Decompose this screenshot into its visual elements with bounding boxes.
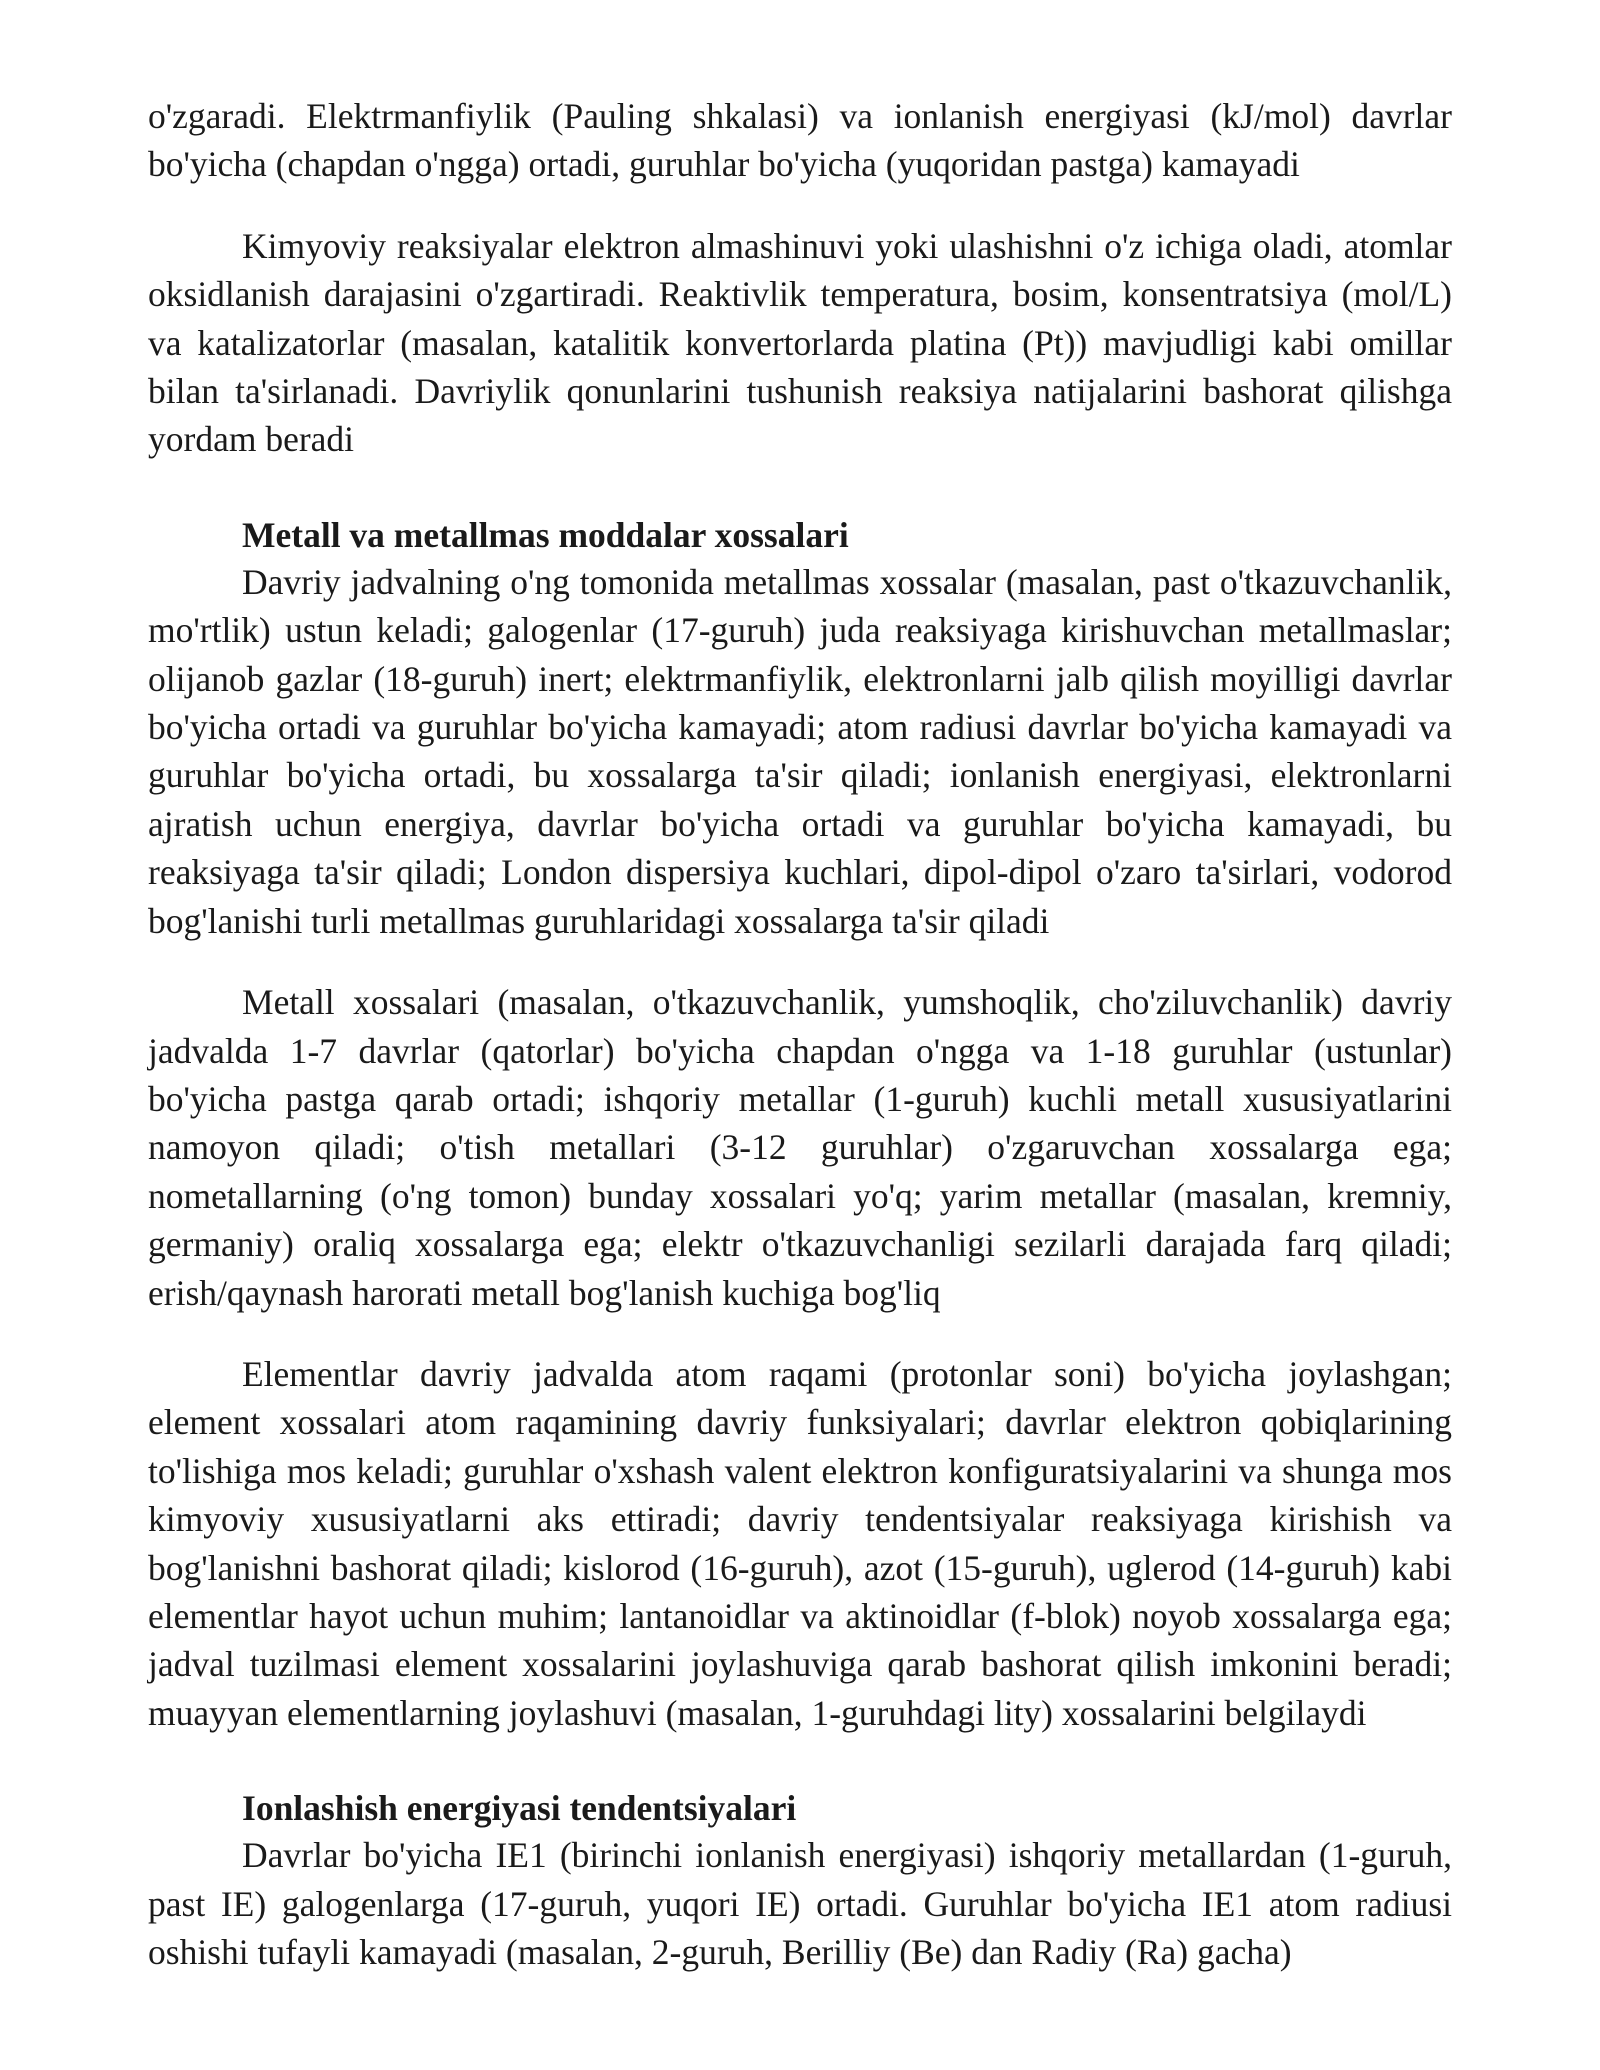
paragraph-ionization-energy: Davrlar bo'yicha IE1 (birinchi ionlanish energiyasi) ishqoriy metallardan (1-guruh, past IE) galogenlarga (17-guruh, yuqori IE) ortadi. Guruhlar bo'yicha IE1 atom radiusi oshishi tufayli kamayadi (masalan, 2-guruh, Berilliy (Be) dan Radiy (Ra) gacha): [148, 1835, 1452, 1972]
paragraph-metal-properties: Metall xossalari (masalan, o'tkazuvchanlik, yumshoqlik, cho'ziluvchanlik) davriy jadvalda 1-7 davrlar (qatorlar) bo'yicha chapdan o'ngga va 1-18 guruhlar (ustunlar) bo'yicha pastga qarab ortadi; ishqoriy metallar (1-guruh) kuchli metall xususiyatlarini namoyon qiladi; o'tish metallari (3-12 guruhlar) o'zgaruvchan xossalarga ega; nometallarning (o'ng tomon) bunday xossalari yo'q; yarim metallar (masalan, kremniy, germaniy) oraliq xossalarga ega; elektr o'tkazuvchanligi sezilarli darajada farq qiladi; erish/qaynash harorati metall bog'lanish kuchiga bog'liq: [148, 982, 1452, 1313]
section-heading-metals-nonmetals: Metall va metallmas moddalar xossalari: [242, 514, 849, 555]
paragraph-periodic-table-arrangement: Elementlar davriy jadvalda atom raqami (protonlar soni) bo'yicha joylashgan; element xossalari atom raqamining davriy funksiyalari; davrlar elektron qobiqlarining to'lishiga mos keladi; guruhlar o'xshash valent elektron konfiguratsiyalarini va shunga mos kimyoviy xususiyatlarni aks ettiradi; davriy tendentsiyalar reaksiyaga kirishish va bog'lanishni bashorat qiladi; kislorod (16-guruh), azot (15-guruh), uglerod (14-guruh) kabi elementlar hayot uchun muhim; lantanoidlar va aktinoidlar (f-blok) noyob xossalarga ega; jadval tuzilmasi element xossalarini joylashuviga qarab bashorat qilish imkonini beradi; muayyan elementlarning joylashuvi (masalan, 1-guruhdagi lity) xossalarini belgilaydi: [148, 1353, 1452, 1733]
document-page: [148, 92, 1452, 1976]
paragraph-nonmetal-properties: Davriy jadvalning o'ng tomonida metallmas xossalar (masalan, past o'tkazuvchanlik, mo'rtlik) ustun keladi; galogenlar (17-guruh) juda reaksiyaga kirishuvchan metallmaslar; olijanob gazlar (18-guruh) inert; elektrmanfiylik, elektronlarni jalb qilish moyilligi davrlar bo'yicha ortadi va guruhlar bo'yicha kamayadi; atom radiusi davrlar bo'yicha kamayadi va guruhlar bo'yicha ortadi, bu xossalarga ta'sir qiladi; ionlanish energiyasi, elektronlarni ajratish uchun energiya, davrlar bo'yicha ortadi va guruhlar bo'yicha kamayadi, bu reaksiyaga ta'sir qiladi; London dispersiya kuchlari, dipol-dipol o'zaro ta'sirlari, vodorod bog'lanishi turli metallmas guruhlaridagi xossalarga ta'sir qiladi: [148, 561, 1452, 941]
paragraph-chemical-reactions: Kimyoviy reaksiyalar elektron almashinuvi yoki ulashishni o'z ichiga oladi, atomlar oksidlanish darajasini o'zgartiradi. Reaktivlik temperatura, bosim, konsentratsiya (mol/L) va katalizatorlar (masalan, katalitik konvertorlarda platina (Pt)) mavjudligi kabi omillar bilan ta'sirlanadi. Davriylik qonunlarini tushunish reaksiya natijalarini bashorat qilishga yordam beradi: [148, 225, 1452, 460]
section-heading-ionization-trends: Ionlashish energiyasi tendentsiyalari: [242, 1788, 797, 1829]
paragraph-continuation: o'zgaradi. Elektrmanfiylik (Pauling shkalasi) va ionlanish energiyasi (kJ/mol) davrlar bo'yicha (chapdan o'ngga) ortadi, guruhlar bo'yicha (yuqoridan pastga) kamayadi: [148, 96, 1452, 185]
